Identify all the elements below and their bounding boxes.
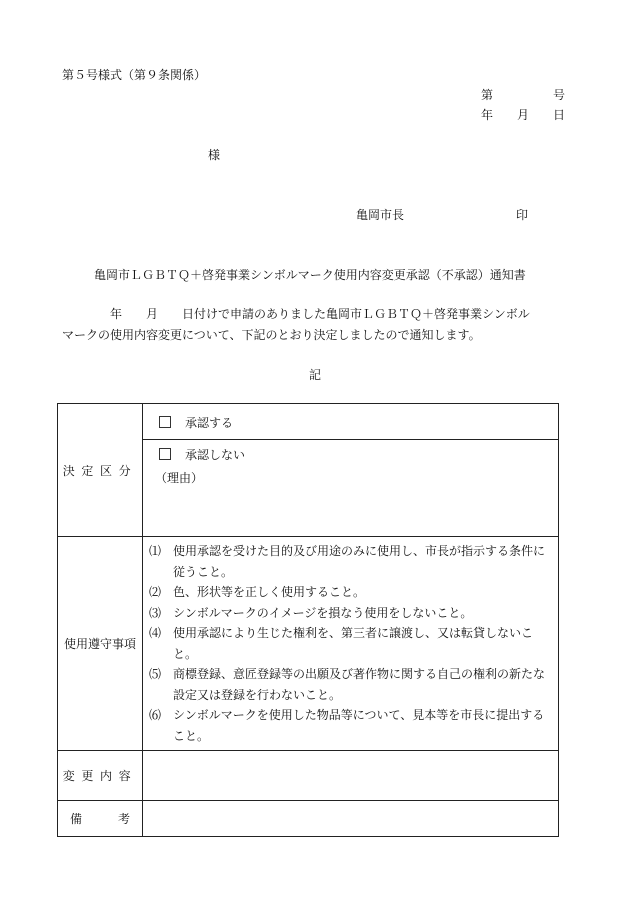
rules-label: 使用遵守事項 <box>63 637 136 651</box>
sender-title: 亀岡市長 <box>356 208 405 222</box>
change-label-cell <box>58 751 143 801</box>
rule-item: ⑹ シンボルマークを使用した物品等について、見本等を市長に提出すること。 <box>149 708 545 743</box>
seal-mark: 印 <box>516 208 529 222</box>
addressee-suffix: 様 <box>208 148 221 162</box>
rule-item: ⑵ 色、形状等を正しく使用すること。 <box>149 585 366 599</box>
date-month-label: 月 <box>517 108 530 122</box>
rule-item: ⑷ 使用承認により生じた権利を、第三者に譲渡し、又は転貸しないこと。 <box>149 626 534 661</box>
form-number: 第５号様式（第９条関係） <box>62 68 207 82</box>
change-content-field[interactable] <box>143 751 559 801</box>
rules-label-cell <box>58 537 143 751</box>
approve-option[interactable] <box>143 404 558 440</box>
reason-label: （理由） <box>155 471 204 485</box>
date-year-label: 年 <box>481 108 494 122</box>
ki-heading: 記 <box>309 368 322 382</box>
decision-label-cell <box>58 404 143 537</box>
change-label: 変更内容 <box>62 769 138 783</box>
rules-cell <box>143 537 559 751</box>
body-text-line-1: 年 月 日付けで申請のありました亀岡市ＬＧＢＴＱ＋啓発事業シンボル <box>62 307 530 321</box>
remarks-label: 備 考 <box>69 812 130 826</box>
document-title: 亀岡市ＬＧＢＴＱ＋啓発事業シンボルマーク使用内容変更承認（不承認）通知書 <box>94 268 526 282</box>
remarks-field[interactable] <box>143 801 559 837</box>
form-table <box>57 403 559 837</box>
approve-option-label: 承認する <box>185 416 234 430</box>
disapprove-option[interactable] <box>143 440 558 536</box>
date-day-label: 日 <box>553 108 566 122</box>
remarks-label-cell <box>58 801 143 837</box>
body-text-line-2: マークの使用内容変更について、下記のとおり決定しましたので通知します。 <box>62 328 481 342</box>
document-number-suffix: 号 <box>553 88 566 102</box>
disapprove-option-label: 承認しない <box>185 448 246 462</box>
document-number-label: 第 <box>481 88 494 102</box>
decision-options-cell <box>143 404 559 537</box>
rule-item: ⑴ 使用承認を受けた目的及び用途のみに使用し、市長が指示する条件に従うこと。 <box>149 544 546 579</box>
decision-label: 決定区分 <box>62 463 138 478</box>
rule-item: ⑶ シンボルマークのイメージを損なう使用をしないこと。 <box>149 605 473 620</box>
approve-checkbox[interactable] <box>159 416 171 428</box>
disapprove-checkbox[interactable] <box>159 448 171 460</box>
rule-item: ⑸ 商標登録、意匠登録等の出願及び著作物に関する自己の権利の新たな設定又は登録を行わないこと。 <box>149 667 546 702</box>
